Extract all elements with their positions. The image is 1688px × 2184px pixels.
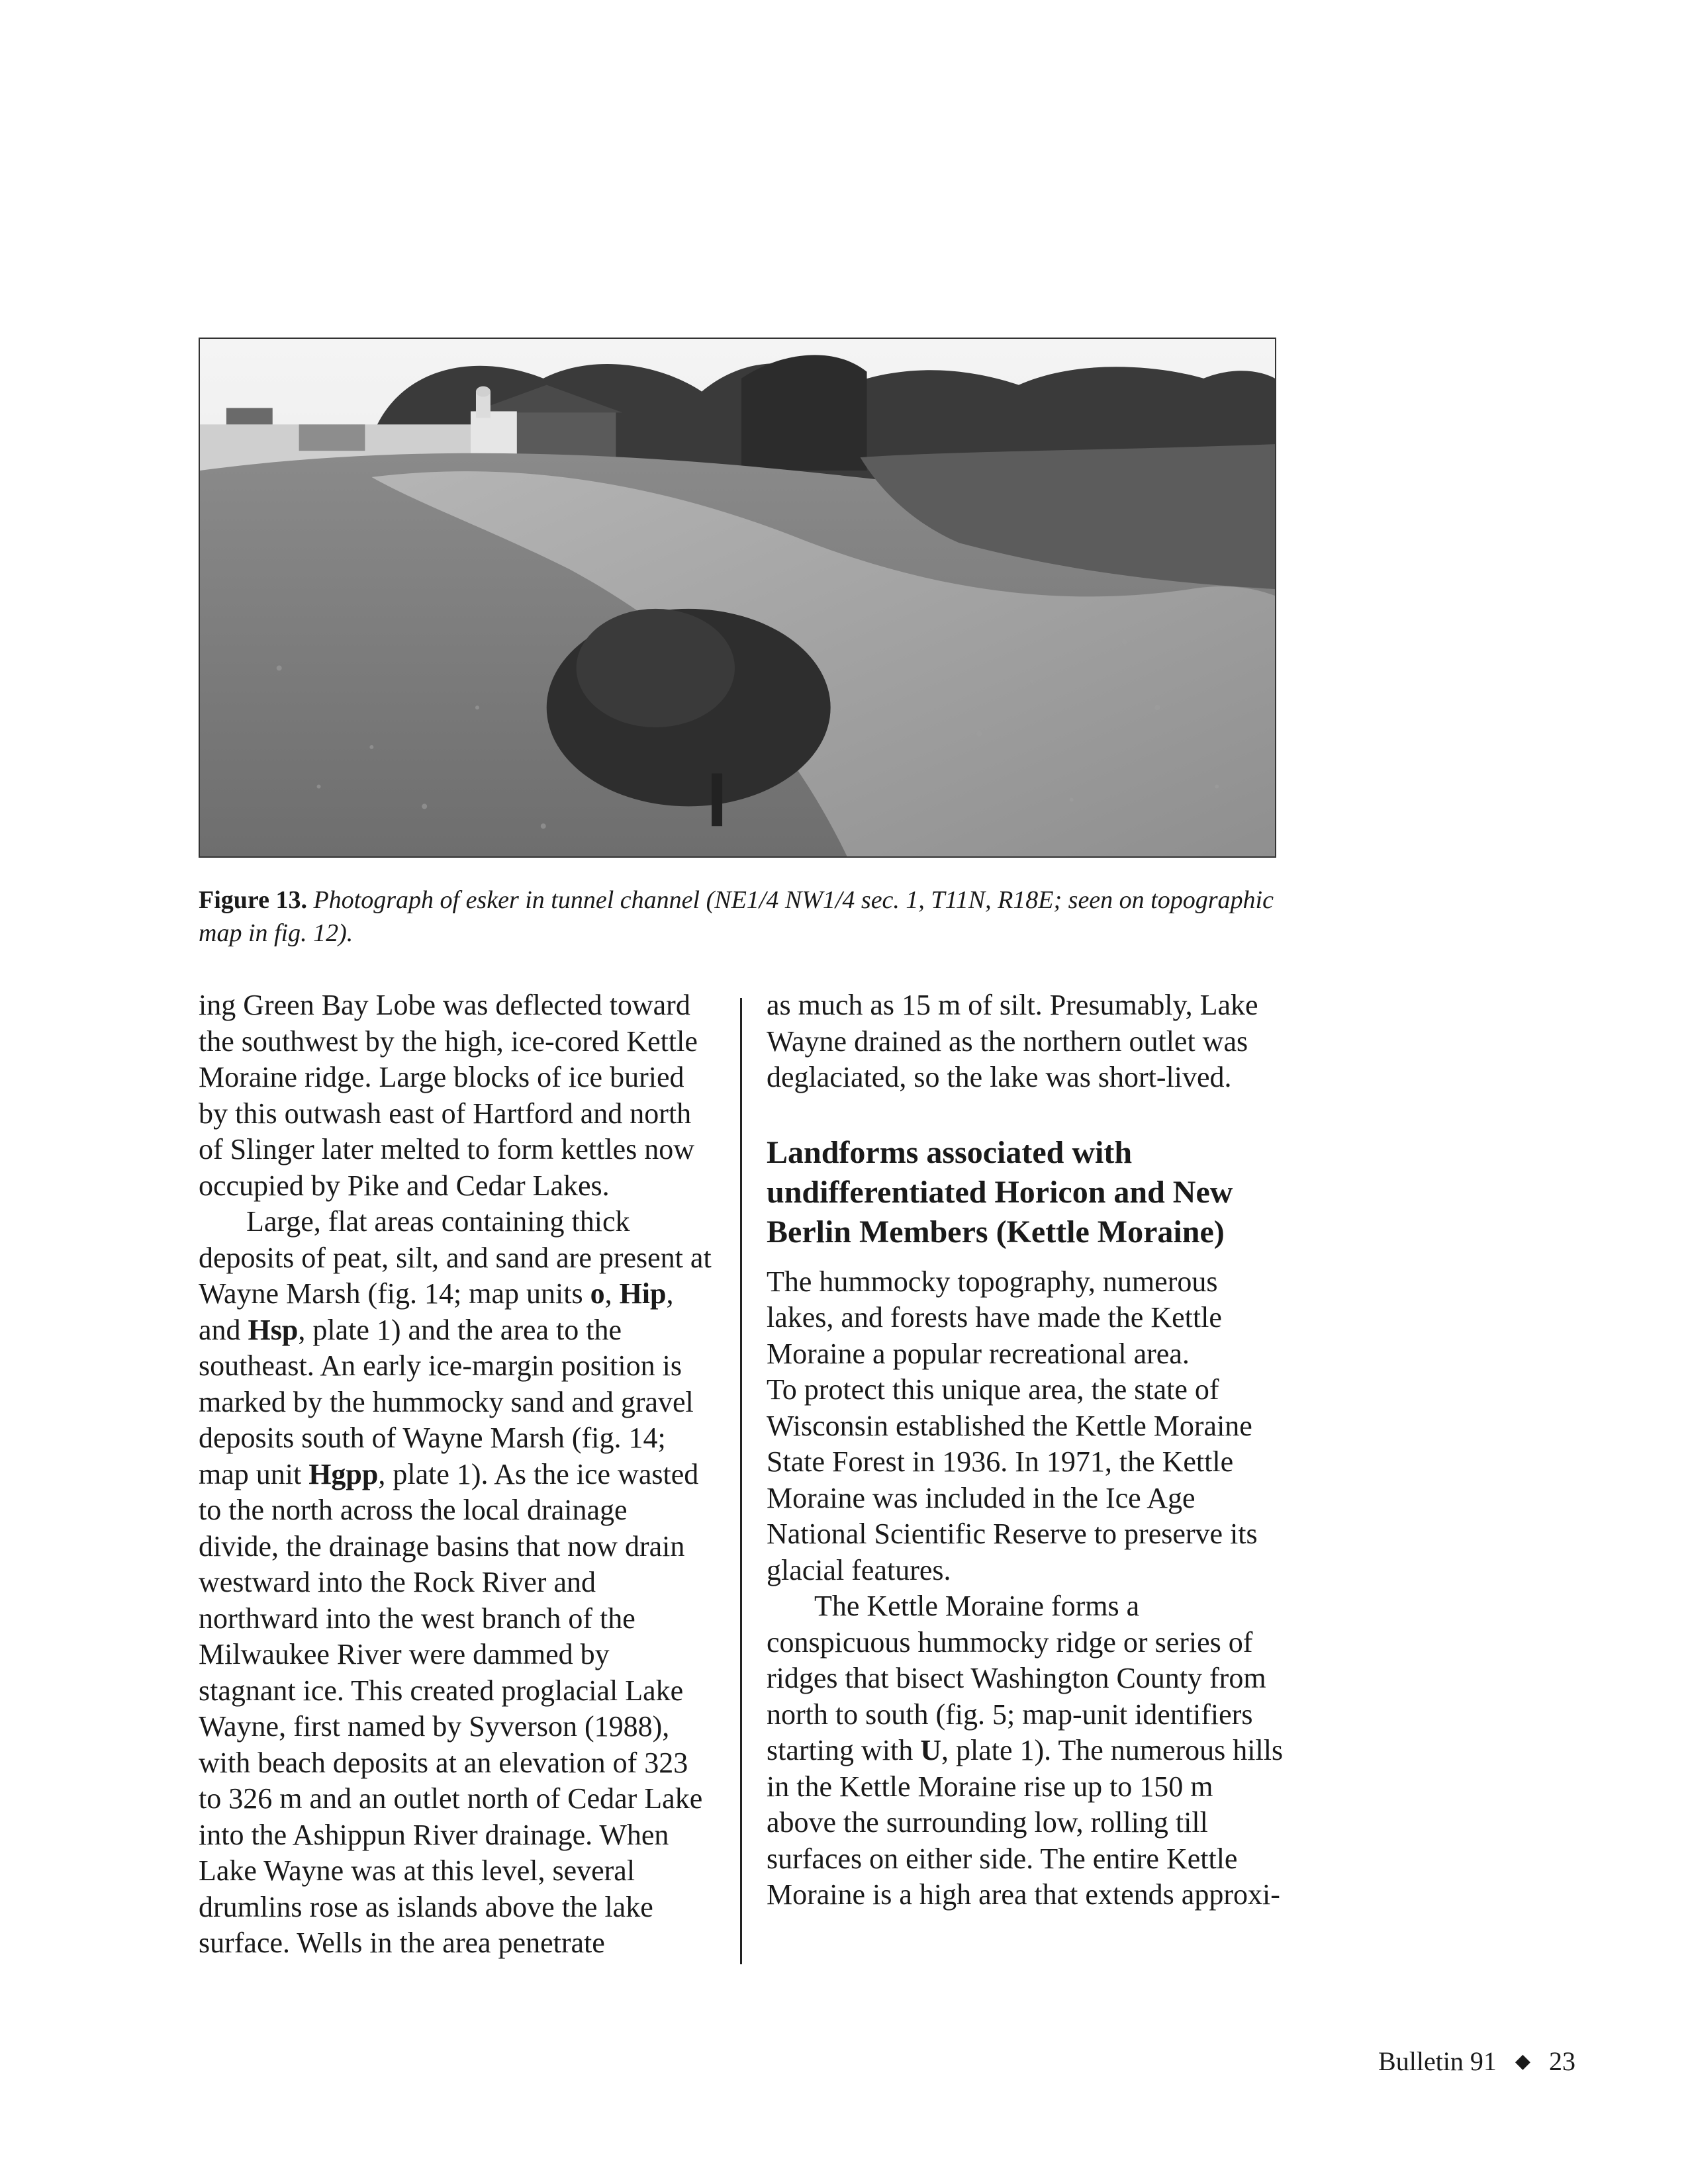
right-paragraph-3: To protect this unique area, the state of Wisconsin established the Kettle Moraine State Forest in 1936. In 1971, the Kettle Moraine was included in the Ice Age National Scientific Reserve to preserve its glacial features. bbox=[767, 1373, 1258, 1586]
figure-caption bbox=[199, 884, 1311, 950]
text-run: , plate 1). As the ice wasted to the north across the local drainage divide, the drainage basins that now drain westward into the Rock River and northward into the west branch of the Milwaukee River were dammed by stagnant ice. This created proglacial Lake Wayne, first named by Syverson (1988), with beach deposits at an elevation of 323 to 326 m and an outlet north of Cedar Lake into the Ashippun River drainage. When Lake Wayne was at this level, several drumlins rose as islands above the lake surface. Wells in the area penetrate bbox=[199, 1457, 703, 1959]
figure-label: Figure 13. bbox=[199, 886, 307, 914]
left-paragraph-2 bbox=[199, 1204, 712, 1962]
right-paragraph-4 bbox=[767, 1588, 1289, 1913]
text-run: , plate 1) and the area to the southeast. An early ice-margin position is marked by the hummocky sand and gravel deposits south of Wayne Marsh (fig. 14; map unit bbox=[199, 1313, 694, 1490]
map-unit-o: o bbox=[590, 1277, 605, 1310]
map-unit-hsp: Hsp bbox=[248, 1313, 299, 1346]
column-divider bbox=[740, 998, 742, 1964]
text-run: Large, flat areas containing thick deposits of peat, silt, and sand are present at Wayne Marsh (fig. 14; map units bbox=[199, 1205, 712, 1310]
left-column bbox=[199, 987, 712, 1962]
publication-name: Bulletin 91 bbox=[1378, 2046, 1497, 2076]
left-paragraph-1: ing Green Bay Lobe was deflected toward the southwest by the high, ice-cored Kettle Moraine ridge. Large blocks of ice buried by this outwash east of Hartford and north of Slinger later melted to form kettles now occupied by Pike and Cedar Lakes. bbox=[199, 989, 698, 1202]
diamond-icon: ◆ bbox=[1515, 2050, 1530, 2072]
text-run: The Kettle Moraine forms a conspicuous hummocky ridge or series of ridges that bisect Washington County from north to south (fig. 5; map-unit identifiers starting with bbox=[767, 1590, 1266, 1766]
map-unit-hgpp: Hgpp bbox=[308, 1457, 379, 1490]
right-column bbox=[767, 987, 1289, 1913]
right-paragraph-2: The hummocky topography, numerous lakes, and forests have made the Kettle Moraine a popular recreational area. bbox=[767, 1265, 1222, 1370]
section-heading: Landforms associated with undifferentiated Horicon and New Berlin Members (Kettle Moraine) bbox=[767, 1134, 1233, 1250]
text-run: , bbox=[604, 1277, 620, 1310]
map-unit-hip: Hip bbox=[619, 1277, 667, 1310]
map-unit-u: U bbox=[920, 1734, 941, 1766]
figure-caption-text: Photograph of esker in tunnel channel (NE1/4 NW1/4 sec. 1, T11N, R18E; seen on topographic map in fig. 12). bbox=[199, 886, 1274, 947]
text-run: , plate 1). The numerous hills in the Kettle Moraine rise up to 150 m above the surrounding low, rolling till surfaces on either side. The entire Kettle Moraine is a high area that extends approxi- bbox=[767, 1734, 1284, 1911]
figure-13-photo bbox=[199, 338, 1276, 858]
page-footer bbox=[1378, 2045, 1575, 2078]
esker-photograph bbox=[200, 339, 1275, 856]
page-number: 23 bbox=[1549, 2046, 1575, 2076]
right-paragraph-1: as much as 15 m of silt. Presumably, Lake Wayne drained as the northern outlet was deglaciated, so the lake was short-lived. bbox=[767, 989, 1258, 1093]
text-run: , and bbox=[199, 1277, 674, 1346]
